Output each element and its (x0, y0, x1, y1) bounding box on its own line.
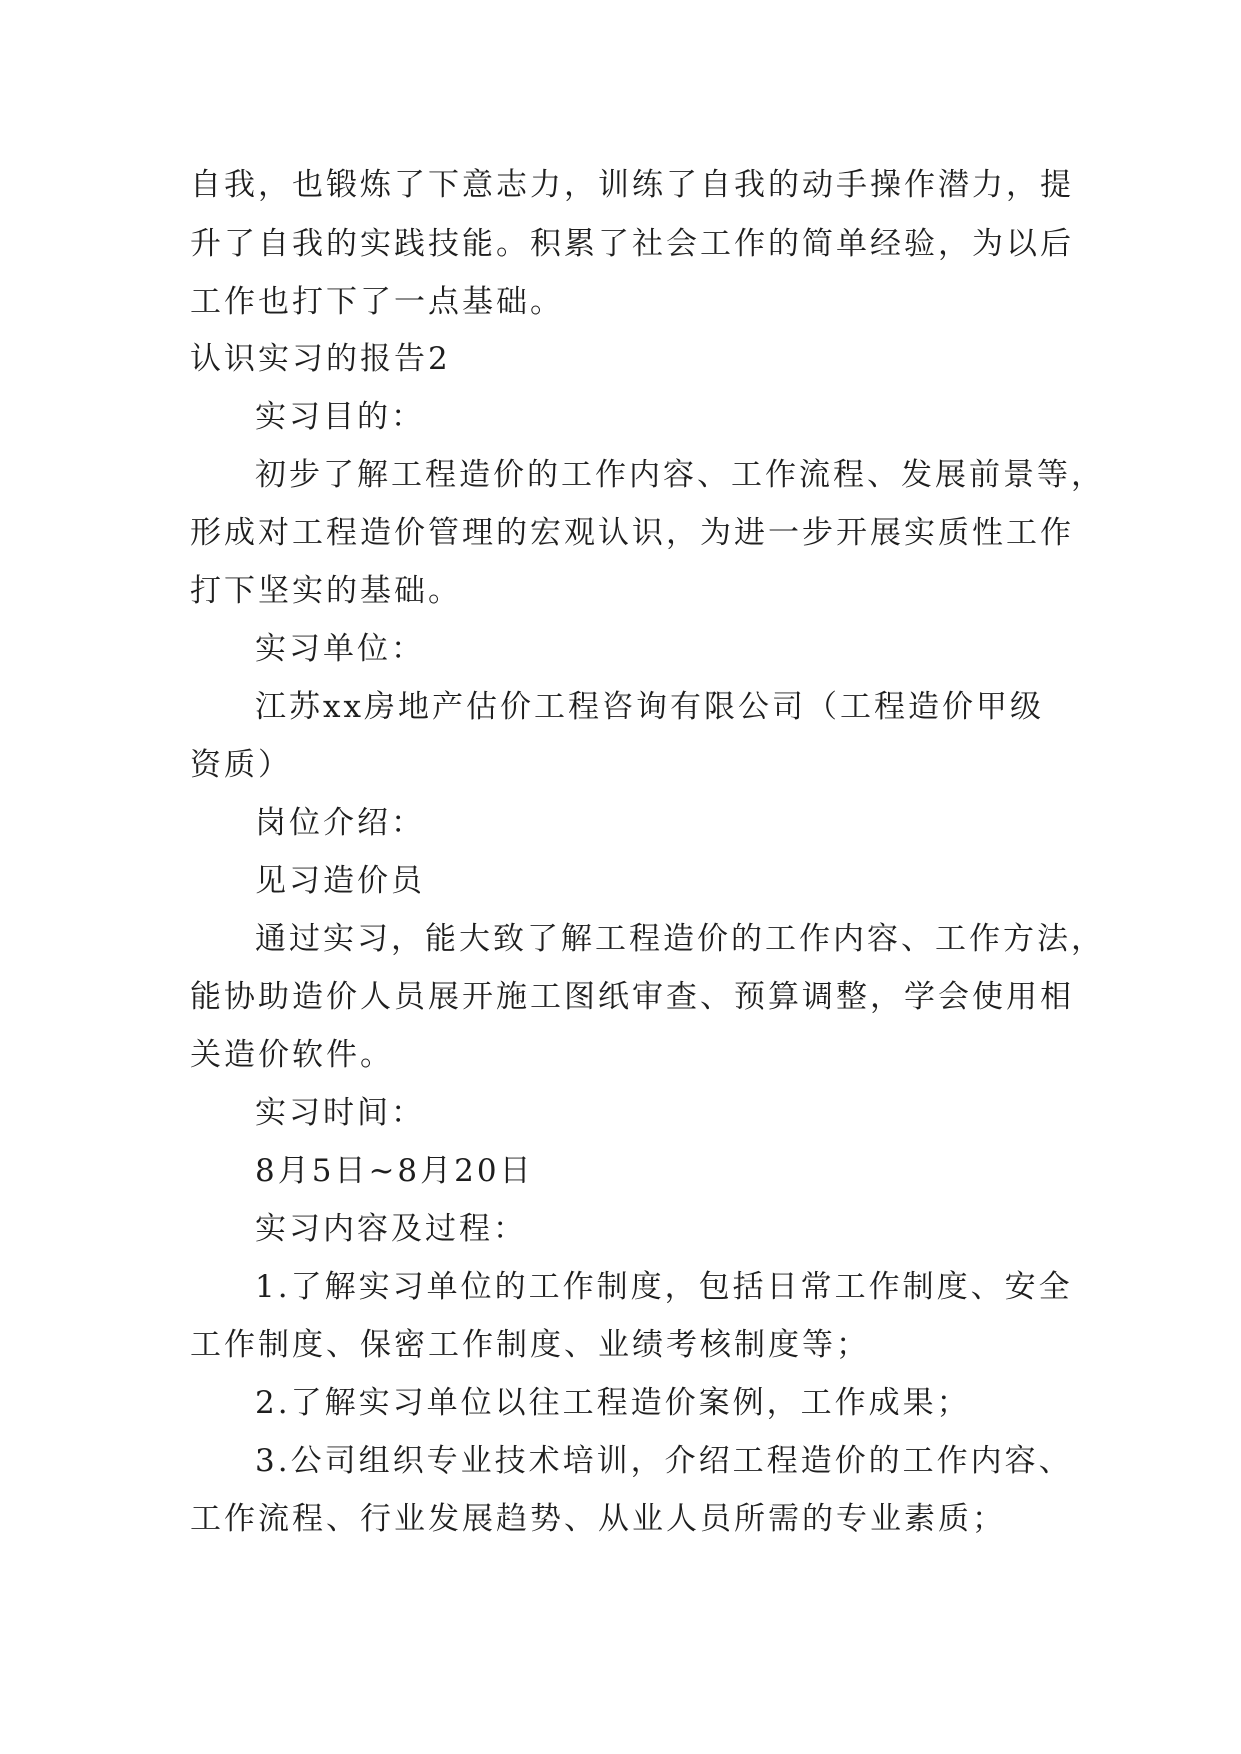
field-value: 8月5日~8月20日 (255, 1153, 534, 1189)
paragraph-line: 通过实习，能大致了解工程造价的工作内容、工作方法， (255, 921, 1105, 957)
field-label: 实习内容及过程： (255, 1211, 527, 1247)
paragraph-line: 打下坚实的基础。 (190, 573, 462, 609)
paragraph-line: 关造价软件。 (190, 1037, 394, 1073)
list-item-line: 工作流程、行业发展趋势、从业人员所需的专业素质； (190, 1501, 1006, 1537)
paragraph-line: 能协助造价人员展开施工图纸审查、预算调整，学会使用相 (190, 979, 1074, 1015)
paragraph-line: 江苏xx房地产估价工程咨询有限公司（工程造价甲级 (255, 689, 1044, 725)
section-heading: 认识实习的报告2 (190, 341, 451, 377)
paragraph-line: 资质） (190, 747, 292, 783)
field-label: 实习时间： (255, 1095, 425, 1131)
field-label: 岗位介绍： (255, 805, 425, 841)
list-item-line: 3.公司组织专业技术培训，介绍工程造价的工作内容、 (255, 1443, 1073, 1479)
paragraph-line: 自我，也锻炼了下意志力，训练了自我的动手操作潜力，提 (190, 167, 1074, 203)
paragraph-line: 工作也打下了一点基础。 (190, 284, 564, 320)
paragraph-line: 初步了解工程造价的工作内容、工作流程、发展前景等， (255, 457, 1105, 493)
paragraph-line: 形成对工程造价管理的宏观认识，为进一步开展实质性工作 (190, 515, 1074, 551)
field-label: 实习目的： (255, 399, 425, 435)
list-item-line: 1.了解实习单位的工作制度，包括日常工作制度、安全 (255, 1269, 1073, 1305)
paragraph-line: 升了自我的实践技能。积累了社会工作的简单经验，为以后 (190, 226, 1074, 262)
list-item-line: 工作制度、保密工作制度、业绩考核制度等； (190, 1327, 870, 1363)
list-item-line: 2.了解实习单位以往工程造价案例，工作成果； (255, 1385, 971, 1421)
field-value: 见习造价员 (255, 863, 425, 899)
field-label: 实习单位： (255, 631, 425, 667)
